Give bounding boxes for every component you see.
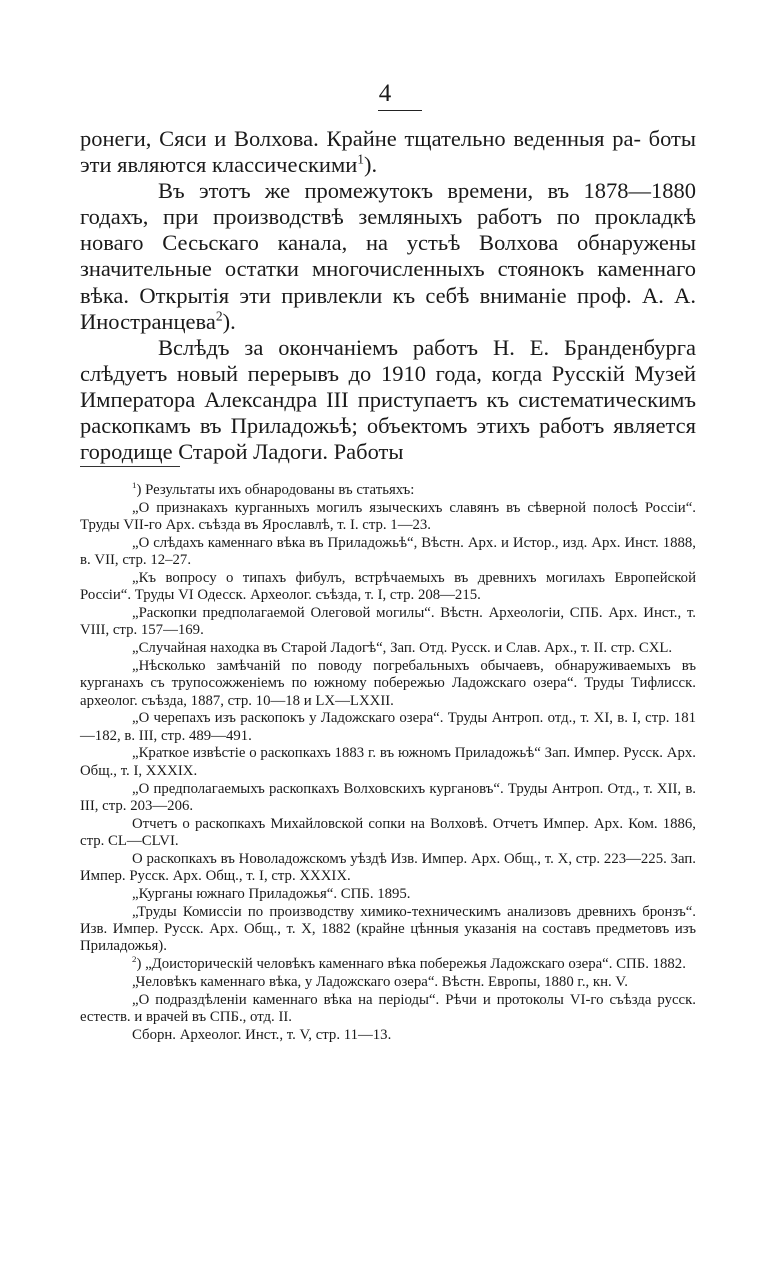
paragraph-1 <box>80 126 696 178</box>
footnote-entry <box>80 781 696 816</box>
footnote-text: „Курганы южнаго Приладожья“. СПБ. 1895. <box>132 885 411 902</box>
paragraph-1-text: ронеги, Сяси и Волхова. Крайне тщательно веденныя ра- боты эти являются классическими <box>80 126 696 178</box>
page-number: 4 <box>378 80 392 107</box>
paragraph-3: Вслѣдъ за окончаніемъ работъ Н. Е. Бранденбурга слѣдуетъ новый перерывъ до 1910 года, когда Русскій Музей Императора Александра III приступаетъ къ систематическимъ раскопкамъ въ Приладожьѣ; объектомъ этихъ работъ является городище Старой Ладоги. Работы <box>80 334 696 465</box>
footnote-text: „О признакахъ курганныхъ могилъ языческихъ славянъ въ сѣверной полосѣ Россіи“. Труды VII-го Арх. съѣзда въ Ярославлѣ, т. I. стр. 1—23. <box>80 499 696 534</box>
footnote-number: 2 <box>132 954 137 965</box>
footnote-text: ) „Доисторическій человѣкъ каменнаго вѣка побережья Ладожскаго озера“. СПБ. 1882. <box>136 956 686 973</box>
footnote-text: Сборн. Археолог. Инст., т. V, стр. 11—13. <box>132 1026 392 1043</box>
footnote-text: „Краткое извѣстіе о раскопкахъ 1883 г. въ южномъ Приладожьѣ“ Зап. Импер. Русск. Арх. Общ., т. I, XXXIX. <box>80 745 696 779</box>
footnote-text: ) Результаты ихъ обнародованы въ статьяхъ: <box>136 482 415 498</box>
main-text <box>80 126 696 465</box>
footnote-entry <box>80 974 696 991</box>
paragraph-2-tail: ). <box>222 308 236 334</box>
footnote-text: О раскопкахъ въ Новоладожскомъ уѣздѣ Изв. Импер. Арх. Общ., т. X, стр. 223—225. Зап. Импер. Русск. Арх. Общ., т. I, стр. XXXIX. <box>80 850 696 885</box>
footnote-text: „Труды Комиссіи по производству химико-техническимъ анализовъ древнихъ бронзъ“. Изв. Импер. Русск. Арх. Общ., т. X, 1882 (крайне цѣнныя указанія на составъ предметовъ изъ Приладожья). <box>80 903 696 955</box>
footnote-entry <box>80 658 696 710</box>
footnote-entry <box>80 1027 696 1044</box>
footnote-ref-1: 1 <box>357 151 365 167</box>
footnote-text: „Случайная находка въ Старой Ладогѣ“, Зап. Отд. Русск. и Слав. Арх., т. II. стр. CXL. <box>132 640 673 657</box>
footnote-separator <box>80 466 180 467</box>
footnote-entry <box>80 500 696 535</box>
footnote-text: „Къ вопросу о типахъ фибулъ, встрѣчаемыхъ въ древнихъ могилахъ Европейской Россіи“. Труды VI Одесск. Археолог. съѣзда, т. I, стр. 208—215. <box>80 569 696 604</box>
footnote-text: „Нѣсколько замѣчаній по поводу погребальныхъ обычаевъ, обнаруживаемыхъ въ курганахъ съ трупосожженіемъ по южному побережью Ладожскаго озера“. Труды Тифлисск. археолог. съѣзда, 1887, стр. 10—18 и LX—LXXII. <box>80 657 696 709</box>
paragraph-2-text: Въ этотъ же промежутокъ времени, въ 1878—1880 годахъ, при производствѣ земляныхъ работъ по прокладкѣ новаго Сесьскаго канала, на устьѣ Волхова обнаружены значительные остатки многочисленныхъ стоянокъ каменнаго вѣка. Открытія эти привлекли къ себѣ вниманіе проф. А. А. Иностранцева <box>80 178 696 334</box>
footnote-entry <box>80 710 696 745</box>
footnote-entry <box>80 605 696 640</box>
footnote-text: „Человѣкъ каменнаго вѣка, у Ладожскаго озера“. Вѣстн. Европы, 1880 г., кн. V. <box>132 973 628 990</box>
footnote-text: „О предполагаемыхъ раскопкахъ Волховскихъ кургановъ“. Труды Антроп. Отд., т. XII, в. III, стр. 203—206. <box>80 780 696 814</box>
footnote-entry <box>80 816 696 851</box>
footnote-text: „О слѣдахъ каменнаго вѣка въ Приладожьѣ“, Вѣстн. Арх. и Истор., изд. Арх. Инст. 1888, в. VII, стр. 12–27. <box>80 534 696 569</box>
footnote-text: „О подраздѣленіи каменнаго вѣка на періоды“. Рѣчи и протоколы VI-го съѣзда русск. естеств. и врачей въ СПБ., отд. II. <box>80 991 696 1025</box>
footnotes <box>80 482 696 1045</box>
footnote-text: „О черепахъ изъ раскопокъ у Ладожскаго озера“. Труды Антроп. отд., т. XI, в. I, стр. 181—182, в. III, стр. 489—491. <box>80 710 696 744</box>
footnote-entry <box>80 570 696 605</box>
footnote-entry <box>80 956 696 973</box>
footnote-entry <box>80 904 696 956</box>
footnote-entry <box>80 640 696 657</box>
paragraph-1-tail: ). <box>364 152 378 178</box>
page-number-underline <box>378 110 422 111</box>
footnote-ref-2: 2 <box>215 308 223 324</box>
footnote-number: 1 <box>132 480 137 491</box>
footnote-entry <box>80 851 696 886</box>
paragraph-2 <box>80 178 696 335</box>
footnote-entry <box>80 745 696 780</box>
footnote-entry <box>80 482 696 499</box>
footnote-text: „Раскопки предполагаемой Олеговой могилы“. Вѣстн. Археологіи, СПБ. Арх. Инст., т. VIII, стр. 157—169. <box>80 605 696 639</box>
footnote-text: Отчетъ о раскопкахъ Михайловской сопки на Волховѣ. Отчетъ Импер. Арх. Ком. 1886, стр. CL—CLVI. <box>80 815 696 849</box>
footnote-entry <box>80 992 696 1027</box>
footnote-entry <box>80 535 696 570</box>
footnote-entry <box>80 886 696 903</box>
